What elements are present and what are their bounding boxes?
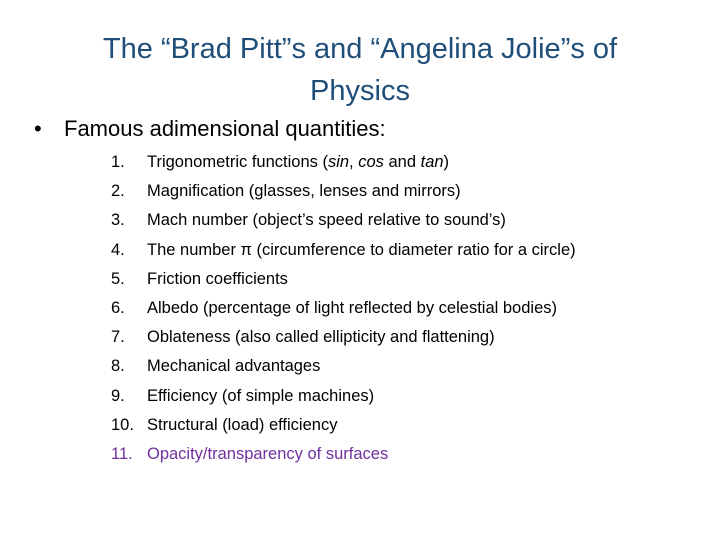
item-number: 3. [111, 211, 125, 230]
list-item [111, 177, 576, 206]
list-item [111, 148, 576, 177]
item-number: 1. [111, 153, 125, 171]
list-item [111, 323, 576, 352]
item-number: 10. [111, 415, 134, 434]
list-item [111, 382, 576, 411]
list-item [111, 236, 576, 265]
list-item [111, 411, 576, 440]
item-number: 9. [111, 386, 125, 405]
item-text: Oblateness (also called ellipticity and flattening) [147, 328, 495, 347]
item-text: Efficiency (of simple machines) [147, 386, 375, 405]
title-line-2: Physics [310, 75, 410, 107]
item-text: Mechanical advantages [147, 357, 321, 376]
list-item-last [111, 440, 576, 469]
item-number: 7. [111, 328, 125, 347]
title-line-1: The “Brad Pitt”s and “Angelina Jolie”s of [102, 33, 618, 65]
item-text: Structural (load) efficiency [147, 415, 338, 434]
item-text: Trigonometric functions (sin, cos and tan) [147, 153, 450, 171]
numbered-list [111, 148, 576, 469]
item-number: 6. [111, 299, 125, 318]
bullet-point [34, 114, 386, 144]
bullet-dot-icon: • [34, 116, 42, 141]
list-item [111, 206, 576, 235]
item-number: 4. [111, 240, 125, 259]
item-number: 5. [111, 269, 125, 288]
item-text: Albedo (percentage of light reflected by celestial bodies) [147, 299, 557, 318]
item-text: Friction coefficients [147, 269, 288, 288]
list-item [111, 294, 576, 323]
item-text: The number π (circumference to diameter ratio for a circle) [147, 240, 576, 259]
list-item [111, 352, 576, 381]
slide-title [40, 28, 680, 112]
item-number: 8. [111, 357, 125, 376]
item-text: Mach number (object’s speed relative to sound’s) [147, 211, 506, 230]
list-item [111, 265, 576, 294]
item-number: 2. [111, 182, 125, 201]
item-text: Opacity/transparency of surfaces [147, 445, 389, 464]
bullet-text: Famous adimensional quantities: [64, 116, 386, 141]
item-text: Magnification (glasses, lenses and mirrors) [147, 182, 461, 201]
item-number: 11. [111, 445, 133, 464]
